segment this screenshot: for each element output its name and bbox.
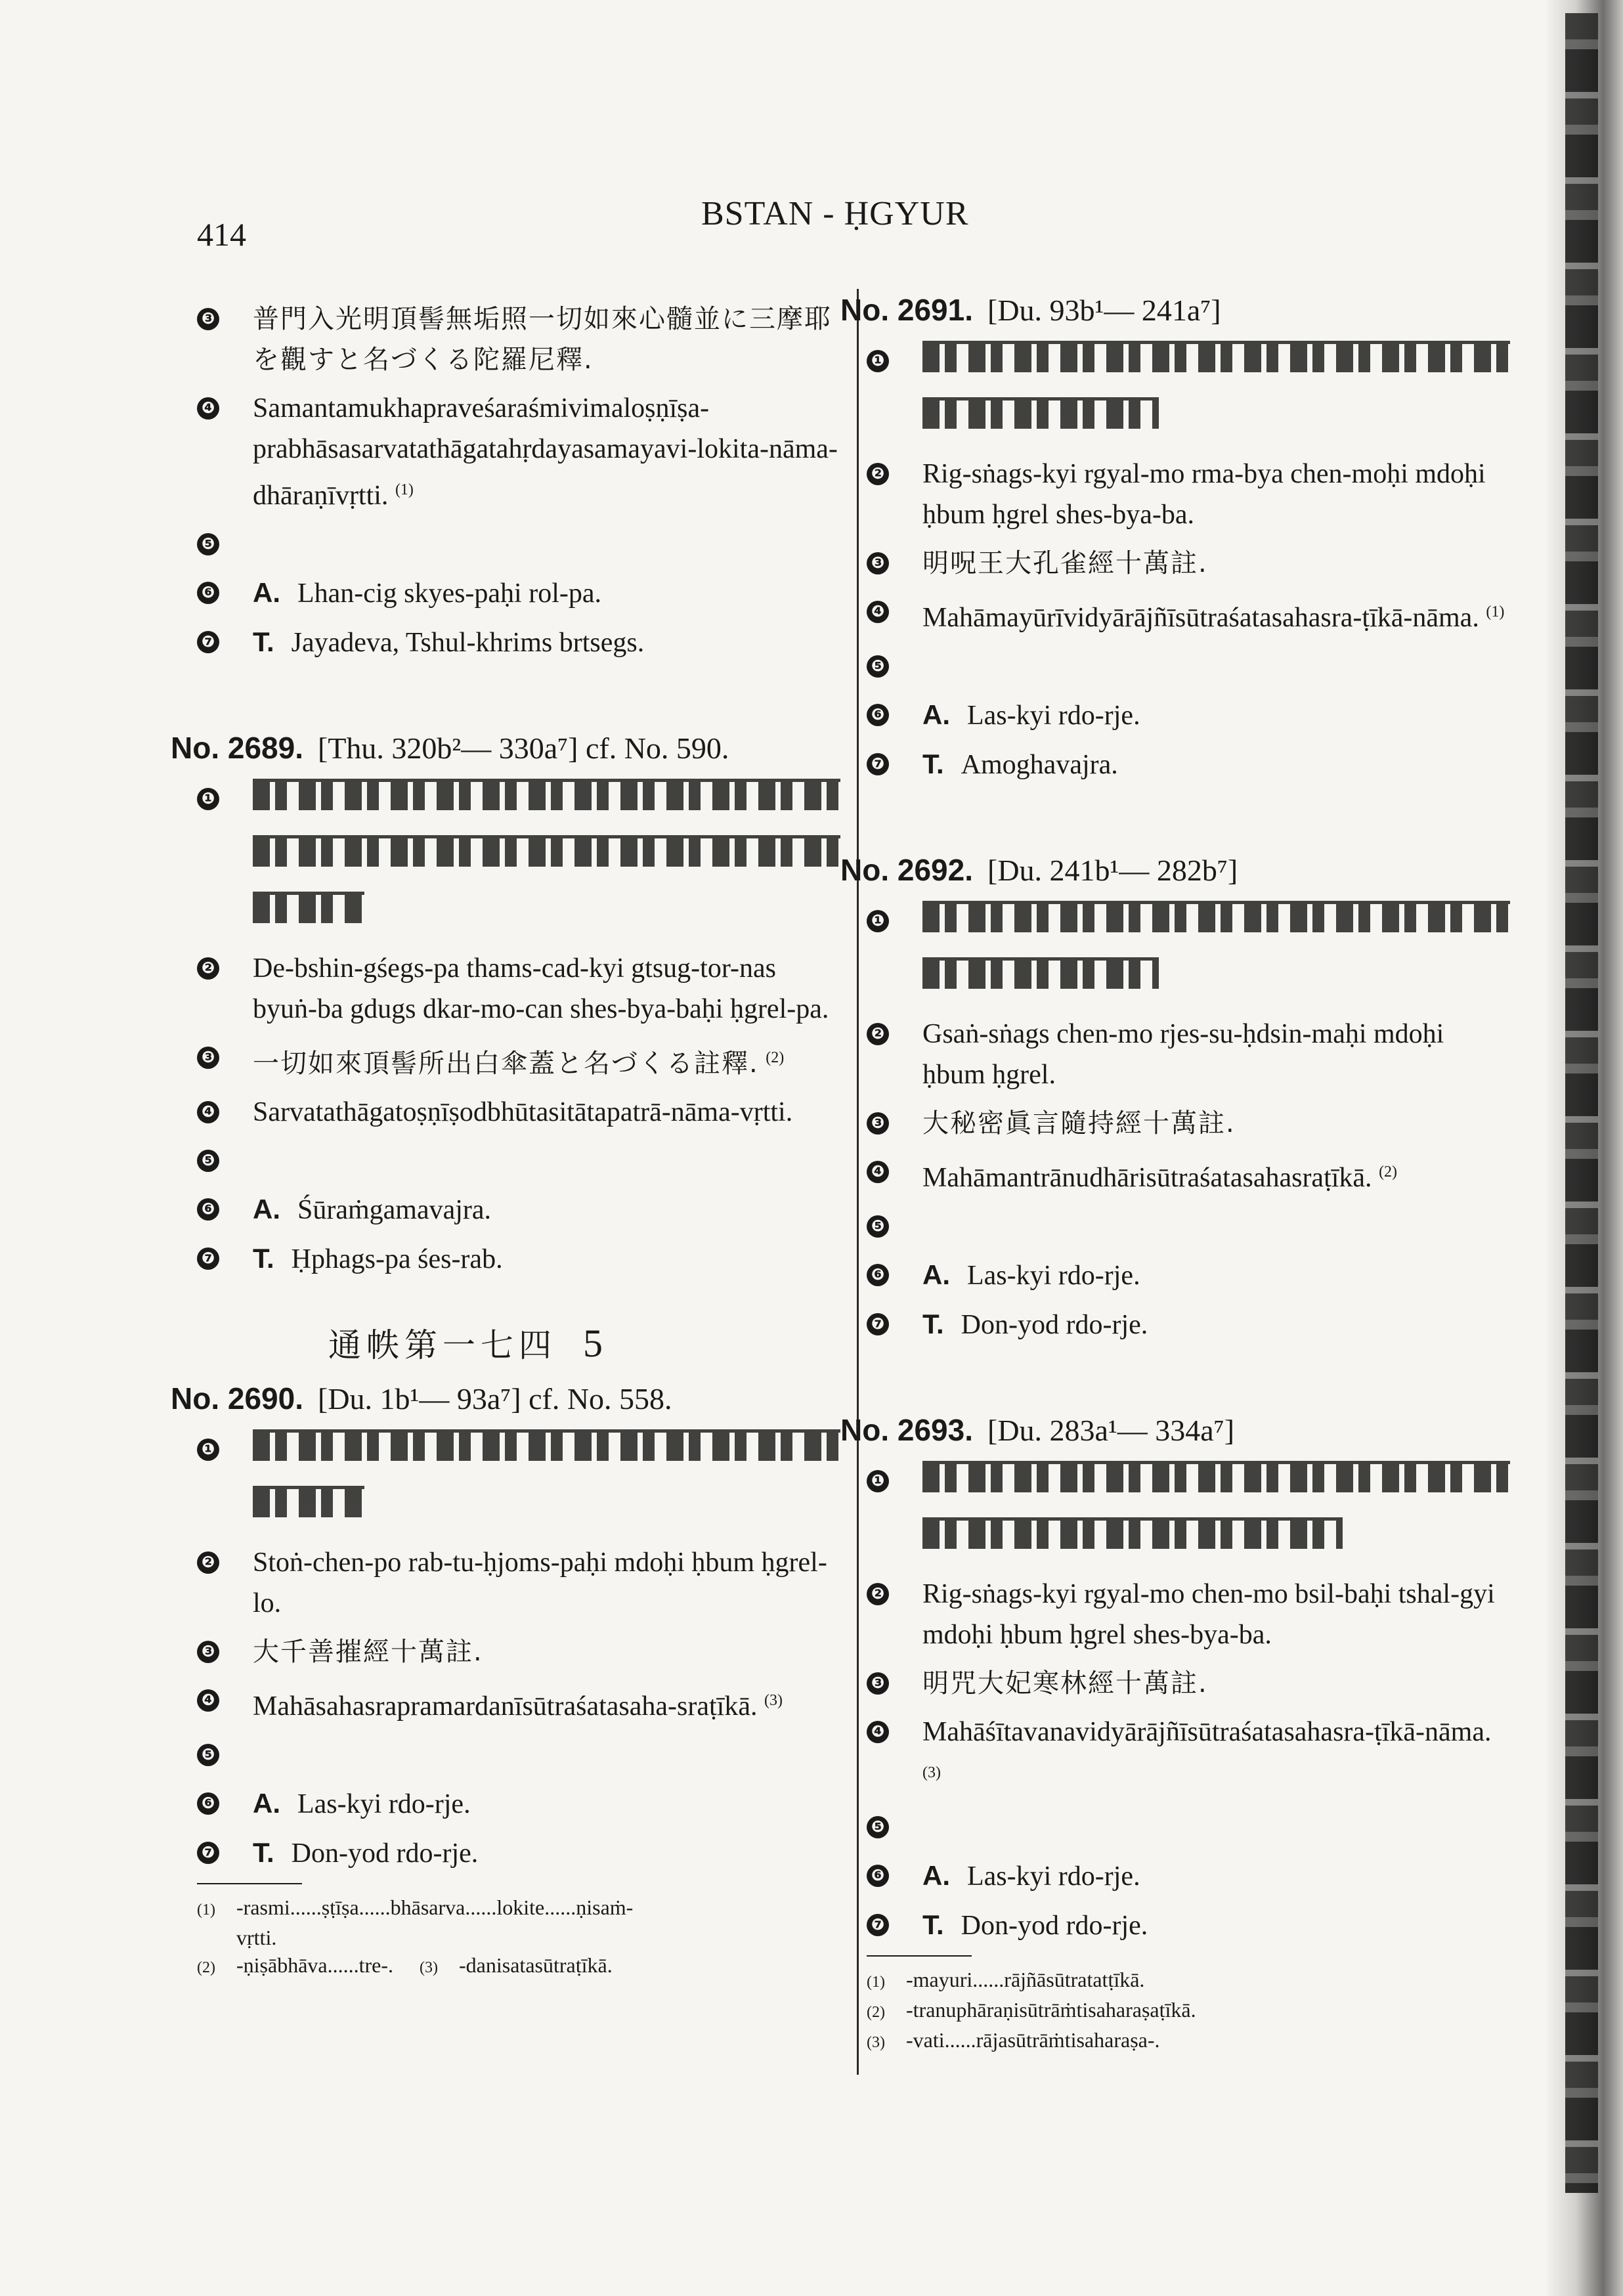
translator-label: T.	[253, 1837, 274, 1868]
item-number: ❶	[197, 1439, 219, 1461]
footnote	[867, 1996, 1510, 2026]
tibetan-script-line	[922, 1517, 1343, 1549]
section-mark: 5	[583, 1322, 607, 1365]
translator-name: Amoghavajra.	[961, 750, 1118, 780]
author-name: Śūraṁgamavajra.	[297, 1195, 492, 1225]
list-item	[867, 1905, 1510, 1946]
list-item	[867, 695, 1510, 736]
author-name: Lhan-cig skyes-paḥi rol-pa.	[297, 578, 602, 609]
item-number: ❶	[867, 910, 889, 932]
item-number: ❺	[867, 1215, 889, 1238]
footnote-mark: (2)	[867, 2004, 885, 2021]
list-item	[867, 1103, 1510, 1144]
tibetan-script-line	[253, 835, 840, 867]
entry-reference: [Thu. 320b²— 330a⁷] cf. No. 590.	[318, 731, 729, 765]
entry-reference: [Du. 93b¹— 241a⁷]	[987, 293, 1221, 327]
item-number: ❻	[867, 1865, 889, 1887]
item-number: ❹	[197, 1689, 219, 1712]
entry-heading	[840, 292, 1510, 328]
item-number: ❸	[867, 552, 889, 574]
sanskrit-title: Mahāsahasrapramardanīsūtraśatasaha-sraṭīkā.	[253, 1691, 758, 1722]
author-label: A.	[922, 699, 950, 730]
author-label: A.	[253, 577, 280, 608]
empty-field	[922, 1807, 1510, 1848]
author-name: Las-kyi rdo-rje.	[967, 701, 1140, 731]
item-number: ❹	[197, 1101, 219, 1123]
item-number: ❶	[867, 1470, 889, 1492]
entry-heading	[171, 1381, 840, 1416]
entry-reference: [Du. 283a¹— 334a⁷]	[987, 1414, 1235, 1447]
author-label: A.	[922, 1259, 950, 1290]
tibetan-script-line	[922, 341, 1510, 372]
footnote-rule	[197, 1883, 302, 1884]
entry-continuation	[197, 299, 840, 663]
list-item	[867, 1574, 1510, 1655]
empty-field	[922, 1206, 1510, 1247]
empty-field	[253, 1140, 840, 1181]
tibetan-script-line	[253, 1486, 364, 1517]
list-item	[197, 948, 840, 1029]
list-item	[867, 1855, 1510, 1897]
item-number: ❺	[197, 533, 219, 555]
item-number: ❺	[867, 655, 889, 678]
list-item	[197, 573, 840, 614]
translator-name: Ḥphags-pa śes-rab.	[291, 1244, 503, 1274]
list-item	[197, 1238, 840, 1280]
item-number: ❹	[867, 601, 889, 623]
item-number: ❷	[867, 463, 889, 485]
list-item	[197, 524, 840, 565]
entry-number: No. 2693.	[840, 1413, 973, 1447]
tibetan-script-line	[253, 1429, 840, 1461]
tibetan-script-line	[253, 779, 840, 810]
item-number: ❼	[197, 1842, 219, 1864]
item-number: ❶	[867, 350, 889, 372]
sanskrit-title: Mahāmayūrīvidyārājñīsūtraśatasahasra-ṭīkā-nāma.	[922, 603, 1479, 633]
list-item	[197, 1680, 840, 1727]
item-number: ❻	[867, 704, 889, 726]
right-footnotes	[867, 1955, 1510, 2056]
item-number: ❻	[197, 582, 219, 604]
item-number: ❹	[867, 1161, 889, 1183]
list-item	[867, 1461, 1510, 1549]
footnote	[867, 2026, 1510, 2056]
item-number: ❼	[197, 1247, 219, 1270]
entry-2692	[840, 852, 1510, 1345]
list-item	[867, 454, 1510, 535]
tibetan-script-line	[922, 397, 1159, 429]
footnote-mark: (1)	[197, 1901, 215, 1918]
footnote-text: -rasmi......ṣṭīṣa......bhāsarva......lokite......ṇisaṁ-	[236, 1895, 634, 1919]
chinese-title: 明呪王大孔雀經十萬註.	[922, 548, 1208, 578]
chinese-title: 大千善摧經十萬註.	[253, 1637, 483, 1667]
empty-field	[922, 646, 1510, 687]
chinese-title: 普門入光明頂髻無垢照一切如來心髓並に三摩耶を觀すと名づくる陀羅尼釋.	[253, 304, 832, 375]
list-item	[197, 1037, 840, 1084]
left-footnotes	[197, 1883, 840, 1982]
author-name: Las-kyi rdo-rje.	[967, 1861, 1140, 1892]
translator-name: Jayadeva, Tshul-khrims brtsegs.	[291, 628, 645, 658]
tibetan-script-line	[253, 892, 364, 923]
tibetan-transliteration: De-bshin-gśegs-pa thams-cad-kyi gtsug-tor-nas byuṅ-ba gdugs dkar-mo-can shes-bya-baḥi ḥgrel-pa.	[253, 953, 829, 1024]
entry-heading	[840, 1412, 1510, 1448]
entry-number: No. 2690.	[171, 1381, 303, 1416]
item-number: ❶	[197, 788, 219, 810]
list-item	[197, 1783, 840, 1825]
item-number: ❺	[197, 1744, 219, 1766]
tibetan-script-line	[922, 1461, 1510, 1492]
footnote-mark: (2)	[197, 1959, 215, 1976]
list-item	[197, 1632, 840, 1672]
entry-heading	[840, 852, 1510, 888]
tibetan-transliteration: Stoṅ-chen-po rab-tu-ḥjoms-paḥi mdoḥi ḥbum ḥgrel-lo.	[253, 1548, 827, 1618]
chinese-title: 明咒大妃寒林經十萬註.	[922, 1668, 1208, 1699]
footnote-mark: (1)	[867, 1974, 885, 1991]
author-name: Las-kyi rdo-rje.	[297, 1789, 471, 1819]
author-label: A.	[253, 1788, 280, 1819]
list-item	[197, 1542, 840, 1624]
footnote-text: -mayuri......rājñāsūtratatṭīkā.	[906, 1968, 1145, 1991]
volume-section-label	[328, 1319, 840, 1366]
tibetan-script-line	[922, 957, 1159, 989]
item-number: ❻	[867, 1264, 889, 1286]
item-number: ❻	[197, 1792, 219, 1815]
item-number: ❸	[197, 308, 219, 330]
list-item	[867, 1304, 1510, 1345]
item-number: ❸	[197, 1047, 219, 1069]
list-item	[867, 1152, 1510, 1198]
list-item	[867, 592, 1510, 638]
translator-name: Don-yod rdo-rje.	[961, 1911, 1148, 1941]
footnote-text: -danisatasūtraṭīkā.	[459, 1953, 613, 1977]
list-item	[867, 1663, 1510, 1704]
list-item	[867, 543, 1510, 584]
empty-field	[253, 1735, 840, 1775]
item-number: ❷	[867, 1023, 889, 1045]
list-item	[867, 1014, 1510, 1095]
item-number: ❼	[197, 631, 219, 653]
item-number: ❺	[867, 1816, 889, 1838]
footnote-ref: (3)	[764, 1692, 783, 1709]
chinese-title: 大秘密眞言隨持經十萬註.	[922, 1108, 1236, 1138]
list-item	[197, 1429, 840, 1517]
entry-reference: [Du. 241b¹— 282b⁷]	[987, 854, 1238, 887]
page-number: 414	[197, 216, 246, 253]
translator-name: Don-yod rdo-rje.	[961, 1310, 1148, 1340]
author-label: A.	[253, 1194, 280, 1224]
section-title: 通帙第一七四	[328, 1326, 557, 1364]
tibetan-transliteration: Gsaṅ-sṅags chen-mo rjes-su-ḥdsin-maḥi mdoḥi ḥbum ḥgrel.	[922, 1019, 1444, 1090]
list-item	[197, 388, 840, 516]
footnote-ref: (1)	[1486, 603, 1505, 620]
list-item	[197, 1092, 840, 1133]
entry-2691	[840, 292, 1510, 785]
item-number: ❷	[867, 1583, 889, 1605]
footnote-text: -vati......rājasūtrāṁtisaharaṣa-.	[906, 2028, 1160, 2052]
entry-number: No. 2689.	[171, 731, 303, 765]
footnote	[867, 1966, 1510, 1996]
list-item	[867, 341, 1510, 429]
translator-label: T.	[922, 1909, 944, 1940]
empty-field	[253, 524, 840, 565]
chinese-title: 一切如來頂髻所出白傘蓋と名づくる註釋.	[253, 1049, 759, 1079]
item-number: ❸	[867, 1112, 889, 1135]
running-title: BSTAN - ḤGYUR	[701, 195, 969, 232]
footnote-text: -ṇiṣābhāva......tre-.	[236, 1953, 394, 1977]
entry-2693	[840, 1412, 1510, 1946]
item-number: ❷	[197, 957, 219, 980]
translator-name: Don-yod rdo-rje.	[291, 1838, 479, 1869]
footnote-mark: (3)	[420, 1959, 438, 1976]
list-item	[197, 299, 840, 380]
item-number: ❷	[197, 1551, 219, 1574]
right-column	[840, 292, 1510, 2056]
translator-label: T.	[922, 748, 944, 779]
list-item	[867, 1712, 1510, 1799]
list-item	[197, 1189, 840, 1230]
footnote-mark: (3)	[867, 2034, 885, 2051]
footnote-text: vṛtti.	[236, 1926, 277, 1949]
left-column	[171, 299, 840, 1982]
footnote	[197, 1951, 840, 1982]
item-number: ❼	[867, 1313, 889, 1335]
sanskrit-title: Mahāmantrānudhārisūtraśatasahasraṭīkā.	[922, 1163, 1372, 1193]
footnote-ref: (3)	[922, 1764, 941, 1781]
entry-number: No. 2691.	[840, 293, 973, 327]
entry-2689	[171, 730, 840, 1280]
list-item	[867, 744, 1510, 785]
item-number: ❼	[867, 753, 889, 775]
list-item	[867, 901, 1510, 989]
entry-heading	[171, 730, 840, 766]
entry-reference: [Du. 1b¹— 93a⁷] cf. No. 558.	[318, 1382, 672, 1416]
list-item	[867, 1255, 1510, 1296]
item-number: ❼	[867, 1914, 889, 1936]
binding-edge-mark	[1565, 13, 1598, 2193]
item-number: ❸	[197, 1641, 219, 1663]
tibetan-transliteration: Rig-sṅags-kyi rgyal-mo rma-bya chen-moḥi mdoḥi ḥbum ḥgrel shes-bya-ba.	[922, 459, 1486, 530]
translator-label: T.	[253, 1243, 274, 1274]
list-item	[197, 779, 840, 923]
list-item	[867, 1206, 1510, 1247]
list-item	[867, 1807, 1510, 1848]
footnote-rule	[867, 1955, 972, 1957]
sanskrit-title: Samantamukhapraveśaraśmivimaloṣṇīṣa-prabhāsasarvatathāgatahṛdayasamayavi-lokita-nāma-dhāraṇīvṛtti.	[253, 393, 838, 511]
list-item	[197, 1140, 840, 1181]
author-name: Las-kyi rdo-rje.	[967, 1261, 1140, 1291]
footnote-ref: (2)	[1379, 1163, 1398, 1180]
sanskrit-title: Mahāśītavanavidyārājñīsūtraśatasahasra-ṭīkā-nāma.	[922, 1717, 1492, 1747]
list-item	[197, 1832, 840, 1874]
item-number: ❺	[197, 1150, 219, 1172]
footnote-ref: (2)	[766, 1049, 785, 1066]
entry-number: No. 2692.	[840, 853, 973, 887]
item-number: ❻	[197, 1198, 219, 1221]
list-item	[197, 1735, 840, 1775]
list-item	[867, 646, 1510, 687]
translator-label: T.	[922, 1309, 944, 1339]
list-item	[197, 622, 840, 663]
tibetan-transliteration: Rig-sṅags-kyi rgyal-mo chen-mo bsil-baḥi tshal-gyi mdoḥi ḥbum ḥgrel shes-bya-ba.	[922, 1579, 1495, 1650]
footnote	[197, 1924, 840, 1951]
author-label: A.	[922, 1860, 950, 1891]
sanskrit-title: Sarvatathāgatoṣṇīṣodbhūtasitātapatrā-nāma-vṛtti.	[253, 1097, 793, 1127]
footnote-text: -tranuphāraṇisūtrāṁtisaharaṣaṭīkā.	[906, 1998, 1196, 2022]
entry-2690	[171, 1381, 840, 1874]
column-divider	[857, 289, 859, 2075]
item-number: ❹	[197, 397, 219, 420]
tibetan-script-line	[922, 901, 1510, 932]
translator-label: T.	[253, 626, 274, 657]
item-number: ❹	[867, 1721, 889, 1743]
item-number: ❸	[867, 1672, 889, 1695]
footnote-ref: (1)	[395, 481, 414, 498]
footnote	[197, 1894, 840, 1924]
